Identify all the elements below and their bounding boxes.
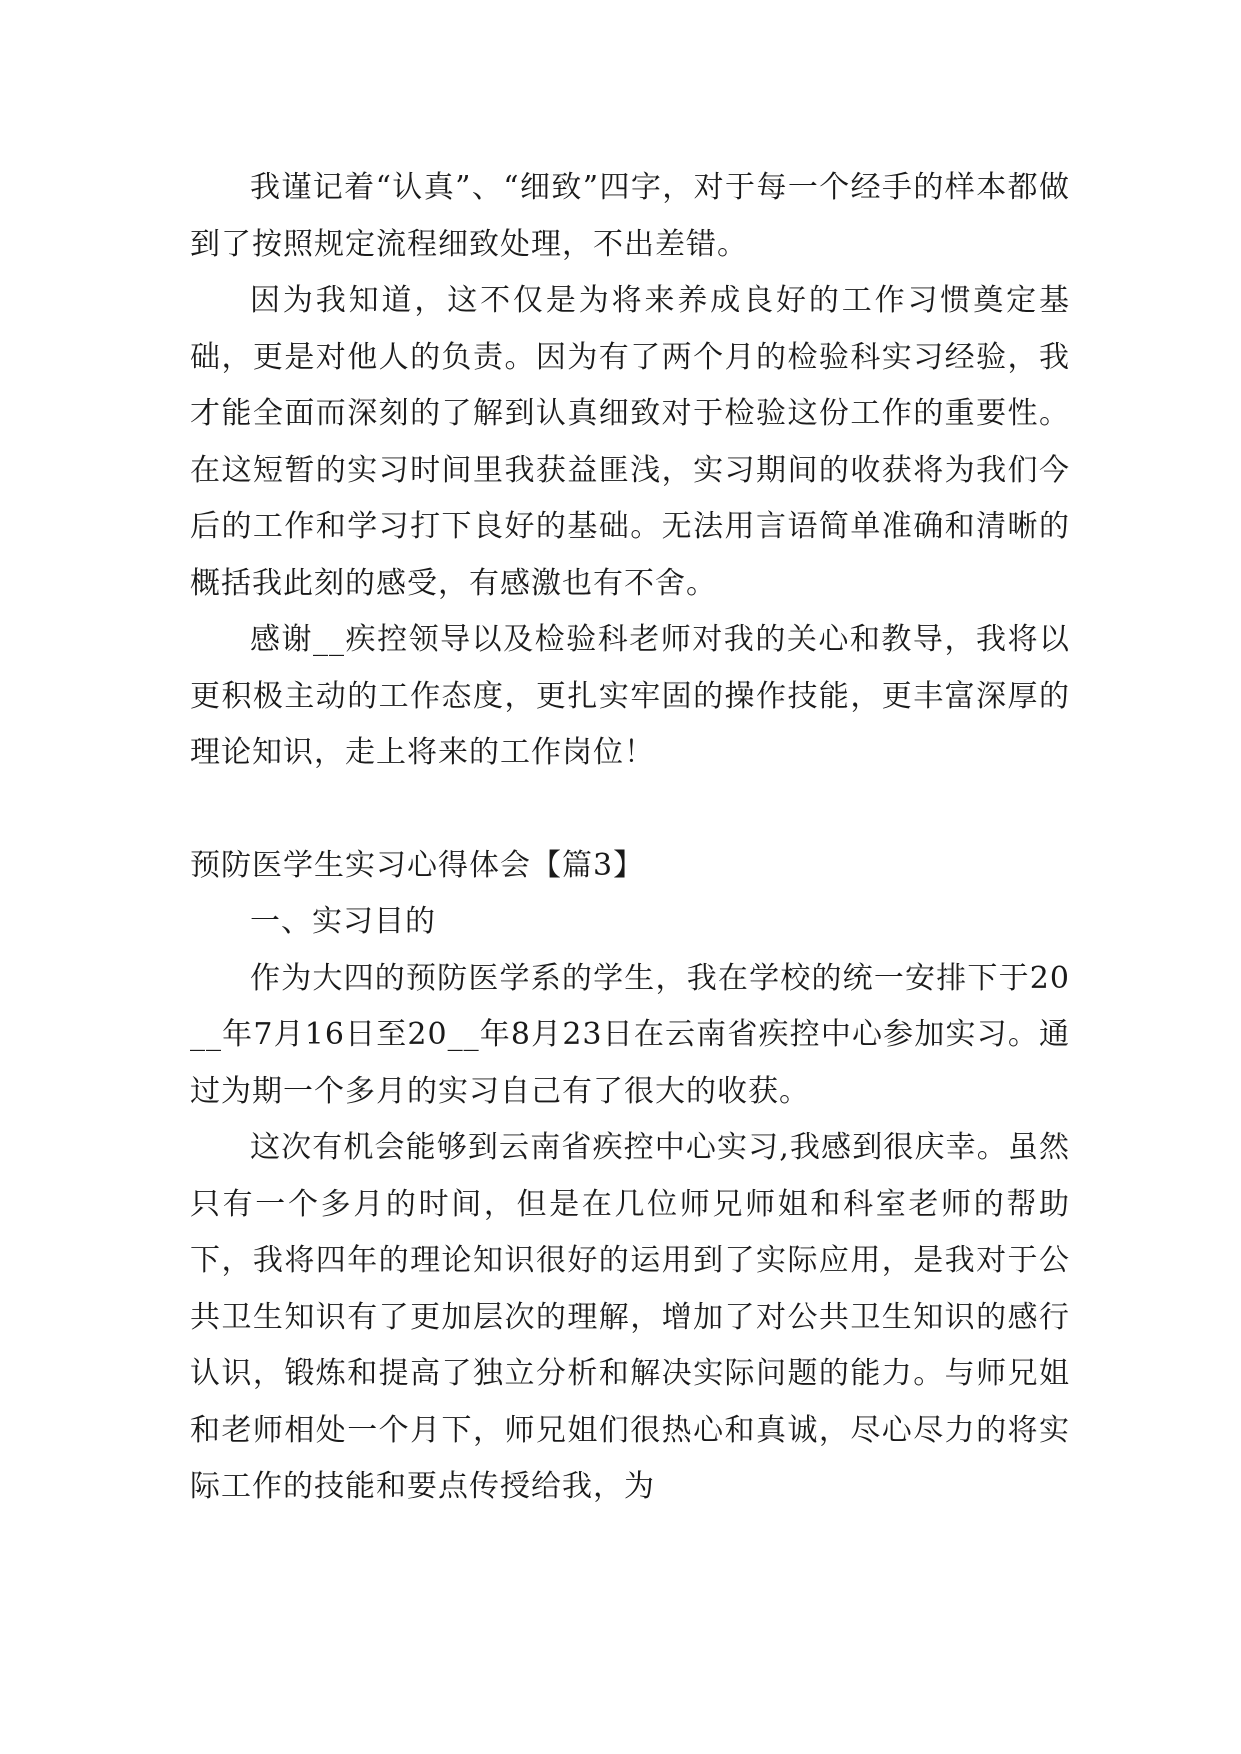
subheading-purpose: 一、实习目的 [250, 904, 436, 939]
paragraph-reason: 因为我知道，这不仅是为将来养成良好的工作习惯奠定基础，更是对他人的负责。因为有了两个月的检验科实习经验，我才能全面而深刻的了解到认真细致对于检验这份工作的重要性。在这短暂的实习时间里我获益匪浅，实习期间的收获将为我们今后的工作和学习打下良好的基础。无法用言语简单准确和清晰的概括我此刻的感受，有感激也有不舍。 [190, 283, 1070, 601]
paragraph-thanks: 感谢__疾控领导以及检验科老师对我的关心和教导，我将以更积极主动的工作态度，更扎实牢固的操作技能，更丰富深厚的理论知识，走上将来的工作岗位！ [190, 622, 1070, 770]
document-body [190, 160, 1070, 1516]
paragraph-experience: 这次有机会能够到云南省疾控中心实习,我感到很庆幸。虽然只有一个多月的时间，但是在几位师兄师姐和科室老师的帮助下，我将四年的理论知识很好的运用到了实际应用，是我对于公共卫生知识有了更加层次的理解，增加了对公共卫生知识的感行认识，锻炼和提高了独立分析和解决实际问题的能力。与师兄姐和老师相处一个月下，师兄姐们很热心和真诚，尽心尽力的将实际工作的技能和要点传授给我，为 [190, 1130, 1070, 1504]
paragraph-care: 我谨记着“认真”、“细致”四字，对于每一个经手的样本都做到了按照规定流程细致处理，不出差错。 [190, 170, 1070, 262]
paragraph-intro: 作为大四的预防医学系的学生，我在学校的统一安排下于20__年7月16日至20__年8月23日在云南省疾控中心参加实习。通过为期一个多月的实习自己有了很大的收获。 [190, 960, 1070, 1109]
section-title: 预防医学生实习心得体会【篇3】 [190, 847, 645, 883]
